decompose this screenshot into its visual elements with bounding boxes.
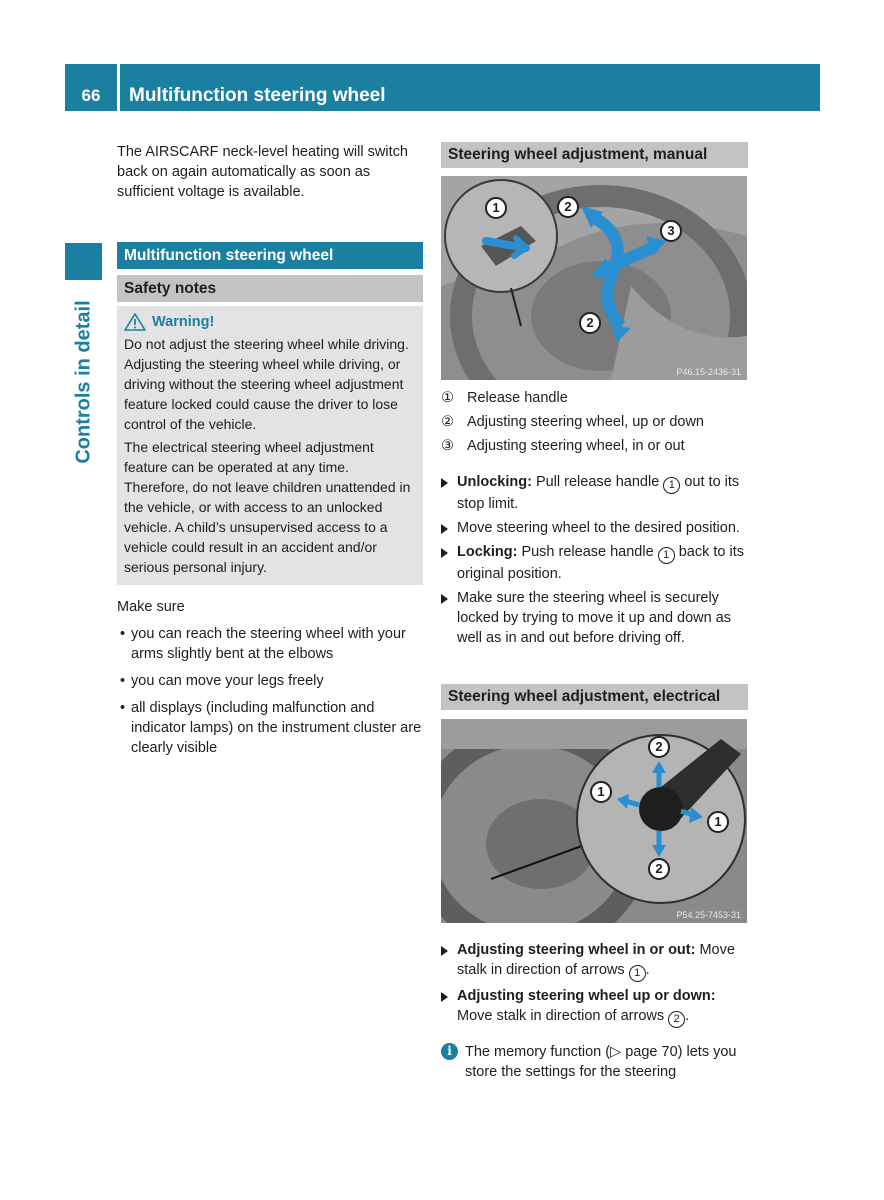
callout-2-bottom: 2 [579, 312, 601, 334]
make-sure-text: Make sure [117, 599, 185, 615]
callout-1-right: 1 [707, 811, 729, 833]
intro-paragraph: The AIRSCARF neck-level heating will switch back on again automatically as soon as sufficient voltage is available. [117, 144, 408, 200]
step-locking: Locking: Push release handle 1 back to its original position. [441, 542, 748, 584]
step-arrow-icon [441, 992, 448, 1002]
info-note [441, 1042, 748, 1082]
page-number: 66 [81, 86, 101, 105]
info-text: The memory function (▷ page 70) lets you store the settings for the steering [465, 1044, 737, 1080]
figure-code: P46.15-2436-31 [676, 367, 741, 377]
callout-1: 1 [485, 197, 507, 219]
electrical-adjustment-figure [441, 719, 747, 923]
warning-title: Warning! [152, 314, 215, 330]
page-header [65, 64, 820, 111]
warning-header [124, 312, 416, 332]
step-arrow-icon [441, 594, 448, 604]
legend-item: ③ Adjusting steering wheel, in or out [441, 438, 685, 454]
left-column [117, 142, 423, 758]
manual-adjustment-title: Steering wheel adjustment, manual [441, 142, 748, 168]
figure-code: P54.25-7453-31 [676, 910, 741, 920]
legend-item: ① Release handle [441, 390, 568, 406]
chapter-label-text: Controls in detail [72, 300, 94, 464]
step-unlocking: Unlocking: Pull release handle 1 out to its stop limit. [441, 472, 748, 514]
chapter-label [65, 292, 102, 472]
step-in-out: Adjusting steering wheel in or out: Move stalk in direction of arrows 1 . [441, 940, 748, 982]
step-move: Move steering wheel to the desired position. [441, 518, 748, 538]
list-item: • all displays (including malfunction and indicator lamps) on the instrument cluster are clearly visible [120, 700, 422, 756]
callout-2-bottom: 2 [648, 858, 670, 880]
list-item: • you can reach the steering wheel with your arms slightly bent at the elbows [120, 626, 406, 662]
electrical-adjustment-title: Steering wheel adjustment, electrical [441, 684, 748, 710]
callout-1-left: 1 [590, 781, 612, 803]
legend-item: ② Adjusting steering wheel, up or down [441, 414, 704, 430]
figure-legend [441, 386, 748, 458]
step-arrow-icon [441, 524, 448, 534]
warning-triangle-icon [124, 313, 146, 331]
subsection-title: Safety notes [117, 275, 423, 302]
right-column [441, 142, 748, 1082]
step-up-down: Adjusting steering wheel up or down: Move stalk in direction of arrows 2 . [441, 986, 748, 1028]
callout-2-top: 2 [648, 736, 670, 758]
step-arrow-icon [441, 548, 448, 558]
warning-paragraph-1: Do not adjust the steering wheel while driving. Adjusting the steering wheel while driving, or driving without the steering wheel adjustment feature locked could cause the driver to lose control of the vehicle. [124, 336, 409, 432]
page-title: Multifunction steering wheel [129, 85, 386, 106]
warning-box [117, 306, 423, 585]
callout-2-top: 2 [557, 196, 579, 218]
step-arrow-icon [441, 946, 448, 956]
step-arrow-icon [441, 478, 448, 488]
warning-paragraph-2: The electrical steering wheel adjustment feature can be operated at any time. Therefore, do not leave children unattended in the vehicle, or with access to an unlocked vehicle. A child’s unsupervised access to a vehicle could result in an accident and/or serious personal injury. [124, 439, 411, 575]
chapter-tab-marker [65, 243, 102, 280]
steering-stalk-illustration [441, 719, 747, 923]
step-check-locked: Make sure the steering wheel is securely locked by trying to move it up and down as well as in and out before driving off. [441, 588, 748, 648]
list-item: • you can move your legs freely [120, 673, 324, 689]
callout-3: 3 [660, 220, 682, 242]
manual-adjustment-figure [441, 176, 747, 380]
header-divider [117, 64, 120, 111]
info-icon: i [441, 1043, 458, 1060]
section-title: Multifunction steering wheel [117, 242, 423, 269]
